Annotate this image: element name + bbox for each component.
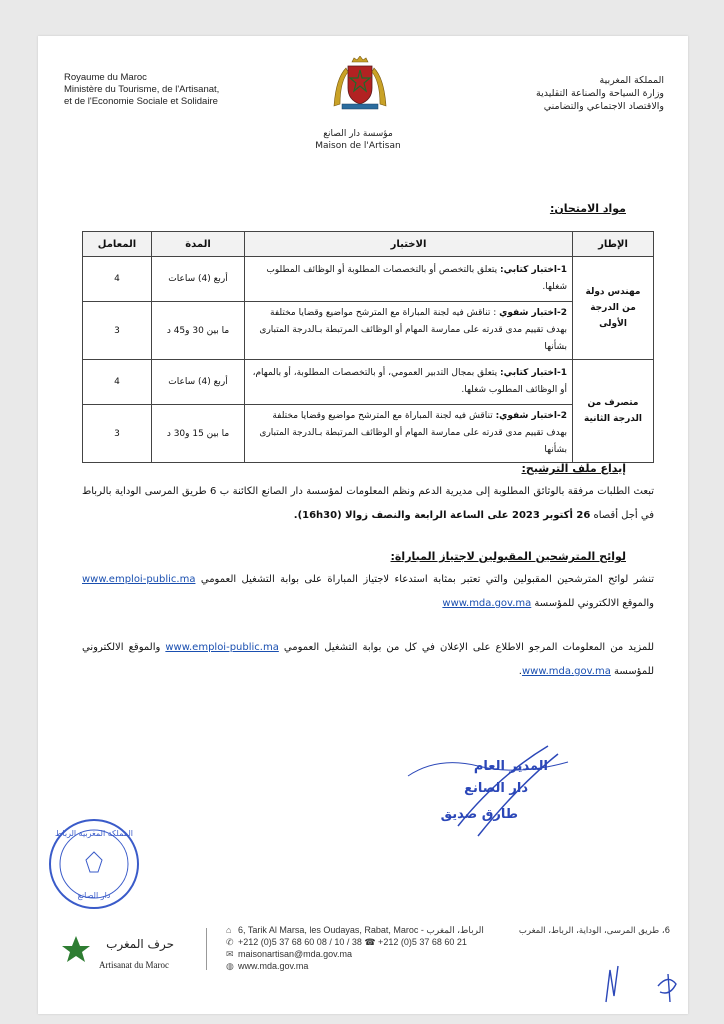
test-cell xyxy=(245,302,573,360)
header-arabic xyxy=(536,74,664,113)
deposit-title: إيداع ملف الترشيح: xyxy=(521,462,626,475)
institution-name-fr: Maison de l'Artisan xyxy=(315,141,401,151)
header-french xyxy=(64,72,219,108)
header-ar-line: المملكة المغربية xyxy=(599,75,664,86)
header-fr-line: Ministère du Tourisme, de l'Artisanat, xyxy=(64,84,220,95)
test-label: 2-اختبار شفوي xyxy=(499,308,567,318)
footer-address-ar: 6، طريق المرسى، الوداية، الرباط، المغرب xyxy=(518,926,670,936)
test-cell xyxy=(245,405,573,463)
phone-icon: ✆ xyxy=(226,937,234,947)
lists-text: تنشر لوائح المترشحين المقبولين والتي تعتبر بمثابة استدعاء لاجتياز المباراة على بوابة التشغيل العمومي xyxy=(195,574,654,585)
globe-icon: ◍ xyxy=(226,961,234,971)
more-info-text-c: . xyxy=(518,666,522,677)
footer-phones: +212 (0)5 37 68 60 08 / 10 / 38 ☎ +212 (0)5 37 68 60 21 xyxy=(238,937,467,947)
footer-website[interactable]: www.mda.gov.ma xyxy=(238,961,309,971)
col-duration-header: المدة xyxy=(152,232,245,257)
table-header-row xyxy=(83,232,654,257)
cadre-cell: مهندس دولة من الدرجة الأولى xyxy=(573,257,654,360)
mda-link[interactable]: www.mda.gov.ma xyxy=(521,666,611,677)
col-coefficient-header: المعامل xyxy=(83,232,152,257)
signature-line: طارق صديق xyxy=(440,807,518,822)
more-info-text: للمزيد من المعلومات المرجو الاطلاع على الإعلان في كل من بوابة التشغيل العمومي xyxy=(278,642,654,653)
duration-cell: ما بين 30 و45 د xyxy=(152,302,245,360)
test-description: يتعلق بمجال التدبير العمومي، أو بالتخصصات المطلوبة، أو بالمهام، أو الوظائف المطلوب شغلها. xyxy=(252,368,567,395)
header-fr-line: et de l'Economie Sociale et Solidaire xyxy=(64,96,218,107)
document-page xyxy=(38,36,688,1014)
deposit-paragraph xyxy=(82,480,654,528)
table-row xyxy=(83,405,654,463)
deposit-deadline: 26 أكتوبر 2023 على الساعة الرابعة والنصف زوالا (16h30). xyxy=(293,510,591,521)
footer-address-row xyxy=(226,924,484,936)
test-label: 1-اختبار كتابي: xyxy=(500,368,567,378)
header-ar-line: وزارة السياحة والصناعة التقليدية xyxy=(536,88,664,99)
test-description: يتعلق بالتخصص أو بالتخصصات المطلوبة أو الوظائف المطلوب شغلها. xyxy=(266,265,567,292)
header-fr-line: Royaume du Maroc xyxy=(64,72,147,83)
more-info-text-b: والموقع الالكتروني للمؤسسة xyxy=(82,642,654,677)
institution-name xyxy=(278,128,438,152)
logo-text-ar: حرف المغرب xyxy=(106,937,174,951)
stamp-text: المملكة المغربية الرباط xyxy=(55,829,133,838)
duration-cell: ما بين 15 و30 د xyxy=(152,405,245,463)
lists-title: لوائح المترشحين المقبولين لاجتياز المباراة: xyxy=(390,550,626,563)
artisanat-logo xyxy=(54,926,204,976)
test-cell xyxy=(245,257,573,302)
duration-cell: أربع (4) ساعات xyxy=(152,257,245,302)
test-description: : تناقش فيه لجنة المباراة مع المترشح مواضيع وقضايا مختلفة بهدف تقييم مدى قدرته على ممارسة المهام أو الوظائف المرتبطة بـالدرجة المتبارى بشأنها xyxy=(259,308,567,352)
table-row xyxy=(83,257,654,302)
stamp-text: دار الصانع xyxy=(77,891,111,900)
coefficient-cell: 3 xyxy=(83,405,152,463)
more-info-paragraph xyxy=(82,636,654,684)
email-icon: ✉ xyxy=(226,949,234,959)
duration-cell: أربع (4) ساعات xyxy=(152,360,245,405)
institution-name-ar: مؤسسة دار الصانع xyxy=(323,129,393,139)
mda-link[interactable]: www.mda.gov.ma xyxy=(442,598,532,609)
lists-text-b: والموقع الالكتروني للمؤسسة xyxy=(531,598,654,609)
footer-email-row xyxy=(226,948,484,960)
col-test-header: الاختبار xyxy=(245,232,573,257)
home-icon: ⌂ xyxy=(226,925,232,935)
cadre-cell: متصرف من الدرجة الثانية xyxy=(573,360,654,463)
coefficient-cell: 4 xyxy=(83,360,152,405)
footer-email[interactable]: maisonartisan@mda.gov.ma xyxy=(238,949,353,959)
coefficient-cell: 3 xyxy=(83,302,152,360)
col-cadre-header: الإطار xyxy=(573,232,654,257)
header-ar-line: والاقتصاد الاجتماعي والتضامني xyxy=(543,101,664,112)
table-row xyxy=(83,360,654,405)
exam-subjects-title: مواد الامتحان: xyxy=(549,202,626,215)
test-label: 1-اختبار كتابي: xyxy=(500,265,567,275)
test-cell xyxy=(245,360,573,405)
handwritten-initials xyxy=(598,956,688,1006)
signature-line: دار الصانع xyxy=(464,781,528,796)
lists-paragraph xyxy=(82,568,654,616)
emploi-public-link[interactable]: www.emploi-public.ma xyxy=(165,642,279,653)
official-stamp xyxy=(46,816,142,912)
table-row xyxy=(83,302,654,360)
footer-phone-row xyxy=(226,936,484,948)
signature-line: المدير العام xyxy=(473,759,548,774)
emploi-public-link[interactable]: www.emploi-public.ma xyxy=(82,574,196,585)
exam-table xyxy=(82,231,654,463)
footer-web-row xyxy=(226,960,484,972)
footer-address: 6, Tarik Al Marsa, les Oudayas, Rabat, Maroc - الرباط، المغرب xyxy=(238,925,484,935)
logo-text-fr: Artisanat du Maroc xyxy=(99,960,169,970)
footer-divider xyxy=(206,928,207,970)
test-label: 2-اختبار شفوي: xyxy=(495,411,567,421)
deposit-text: تبعث الطلبات مرفقة بالوثائق المطلوبة إلى مديرية الدعم ونظم المعلومات لمؤسسة دار الصانع الكائنة ب 6 طريق المرسى الوداية بالرباط في أجل أقصاه xyxy=(82,486,654,521)
test-description: تناقش فيه لجنة المباراة مع المترشح مواضيع وقضايا مختلفة بهدف تقييم مدى قدرته على ممارسة المهام أو الوظائف المرتبطة بـالدرجة المتبارى بشأنها xyxy=(259,411,567,455)
director-signature xyxy=(398,736,598,846)
footer-contact xyxy=(226,924,484,972)
royal-emblem-icon xyxy=(330,56,390,110)
coefficient-cell: 4 xyxy=(83,257,152,302)
